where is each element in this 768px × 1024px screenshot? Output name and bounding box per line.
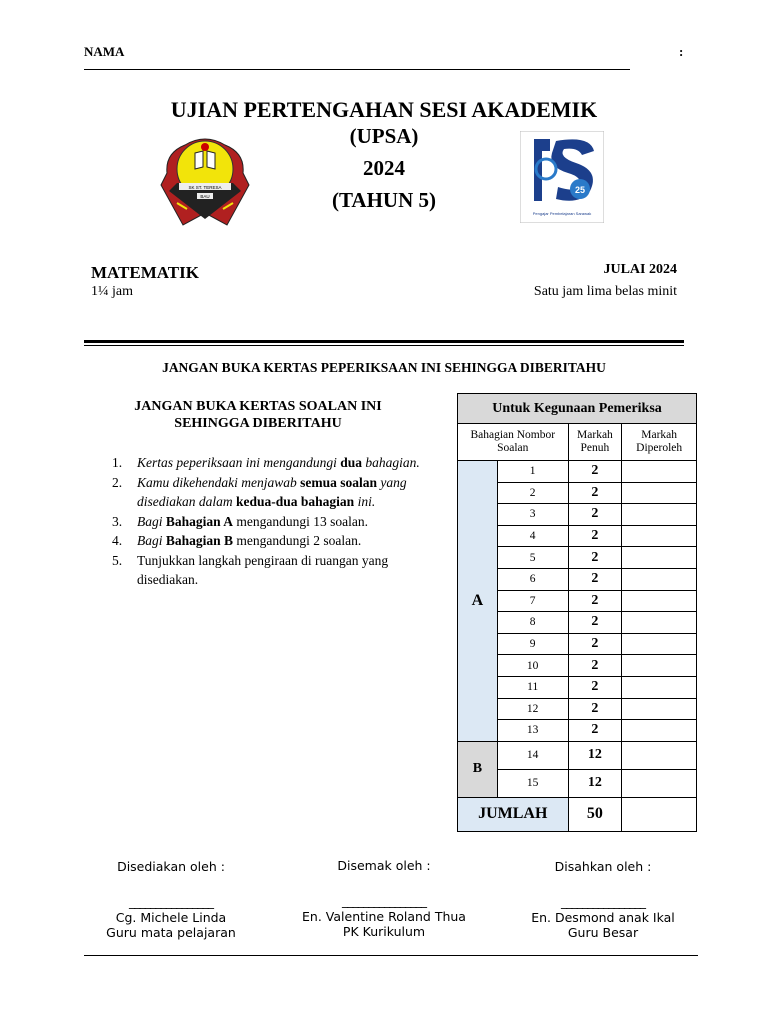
exam-title: UJIAN PERTENGAHAN SESI AKADEMIK [170,97,598,122]
obtained-marks-cell[interactable] [622,547,697,569]
instruction-text: mengandungi 2 soalan. [233,533,362,548]
instruction-text: mengandungi 13 soalan. [233,513,369,529]
instruction-bold: dua [340,455,363,470]
full-marks: 2 [568,461,622,483]
total-label: JUMLAH [458,797,569,831]
exam-month: JULAI 2024 [603,262,677,277]
question-number: 13 [497,720,568,742]
question-number: 11 [497,676,568,698]
obtained-marks-cell[interactable] [622,504,697,526]
signature-line[interactable]: ________________ [129,894,213,909]
signature-title: Guru Besar [567,925,639,940]
obtained-marks-cell[interactable] [622,461,697,483]
obtained-marks-cell[interactable] [622,769,697,797]
obtained-marks-cell[interactable] [622,568,697,590]
sarawak-education-logo [520,131,604,223]
instruction-number: 2. [112,474,123,490]
exam-grade: (TAHUN 5) [331,188,436,212]
obtained-marks-cell[interactable] [622,525,697,547]
instruction-item [112,453,422,473]
question-number: 10 [497,655,568,677]
instruction-item [112,531,422,551]
instruction-number: 3. [112,513,123,529]
crest-text-mid: BAU [200,194,210,199]
instruction-number: 4. [112,533,123,548]
full-marks: 2 [568,720,622,742]
instruction-bold: kedua-dua bahagian [236,494,355,509]
col-header-full-marks: Markah Penuh [568,424,622,461]
divider-thin [84,345,684,346]
instruction-text: Kamu dikehendaki menjawab [137,474,301,490]
signature-title: PK Kurikulum [342,924,426,939]
instruction-item [112,473,422,512]
instruction-text: yang disediakan dalam [137,474,407,509]
instruction-text: Bagi [137,533,166,548]
col-header-section: Bahagian Nombor Soalan [458,424,569,461]
question-number: 9 [497,633,568,655]
school-crest-logo [157,133,253,228]
signature-title: Guru mata pelajaran [106,925,236,940]
full-marks: 12 [568,769,622,797]
full-marks: 2 [568,676,622,698]
obtained-marks-cell[interactable] [622,655,697,677]
obtained-marks-cell[interactable] [622,698,697,720]
obtained-marks-cell[interactable] [622,720,697,742]
divider-thick [84,340,684,343]
logo-caption: Pengajar Pembelajaran Sarawak [532,211,592,216]
obtained-marks-cell[interactable] [622,676,697,698]
full-marks: 2 [568,698,622,720]
obtained-marks-cell[interactable] [622,633,697,655]
signature-line[interactable]: ________________ [561,894,645,909]
question-number: 4 [497,525,568,547]
full-marks: 12 [568,741,622,769]
total-obtained-cell[interactable] [622,797,697,831]
exam-abbrev: (UPSA) [349,124,419,148]
table-title: Untuk Kegunaan Pemeriksa [458,394,697,424]
exam-year: 2024 [363,156,405,180]
name-label: NAMA [84,44,125,59]
instruction-text: Bagi [137,513,166,529]
signature-name: Cg. Michele Linda [115,910,227,925]
obtained-marks-cell[interactable] [622,612,697,634]
instruction-bold: Bahagian B [165,533,234,548]
section-b-label: B [458,741,498,797]
warning-banner: JANGAN BUKA KERTAS PEPERIKSAAN INI SEHINGGA DIBERITAHU [162,360,606,375]
instruction-item [112,512,422,532]
question-number: 14 [497,741,568,769]
duration-words: Satu jam lima belas minit [533,284,677,299]
name-input-line[interactable] [84,69,630,70]
signature-line[interactable]: ________________ [342,893,426,908]
full-marks: 2 [568,568,622,590]
signature-role: Disemak oleh : [337,858,431,873]
question-number: 3 [497,504,568,526]
signature-prepared [61,859,281,940]
question-number: 8 [497,612,568,634]
signature-role: Disahkan oleh : [554,859,652,874]
table-row [458,461,697,483]
full-marks: 2 [568,504,622,526]
bottom-divider [84,955,698,956]
question-number: 6 [497,568,568,590]
instruction-text: ini. [354,494,376,509]
obtained-marks-cell[interactable] [622,590,697,612]
instructions-heading [108,398,408,432]
signature-reviewed [274,858,494,939]
full-marks: 2 [568,482,622,504]
question-number: 1 [497,461,568,483]
instructions-heading-line1: JANGAN BUKA KERTAS SOALAN INI [134,399,382,414]
instruction-text: Tunjukkan langkah pengiraan di ruangan yang disediakan. [137,552,389,587]
instructions-heading-line2: SEHINGGA DIBERITAHU [174,416,342,431]
instruction-text: Kertas peperiksaan ini mengandungi [137,455,341,470]
signature-role: Disediakan oleh : [117,859,225,874]
question-number: 12 [497,698,568,720]
table-row [458,741,697,769]
question-number: 5 [497,547,568,569]
subject-name: MATEMATIK [91,263,199,282]
question-number: 15 [497,769,568,797]
instruction-bold: Bahagian A [165,513,234,529]
duration: 1¼ jam [91,284,133,299]
full-marks: 2 [568,633,622,655]
full-marks: 2 [568,547,622,569]
examiner-mark-table [457,393,697,832]
section-a-label: A [458,461,498,742]
question-number: 7 [497,590,568,612]
instruction-item [112,551,422,590]
name-colon: : [679,44,684,59]
crest-text-top: SK ST. TERESA [188,185,222,190]
question-number: 2 [497,482,568,504]
full-marks: 2 [568,525,622,547]
signature-approved [493,859,713,940]
full-marks: 2 [568,655,622,677]
full-marks: 2 [568,612,622,634]
logo-number: 25 [574,185,586,195]
obtained-marks-cell[interactable] [622,482,697,504]
instruction-text: bahagian. [362,455,420,470]
instructions-list [112,453,422,590]
full-marks: 2 [568,590,622,612]
instruction-bold: semua soalan [300,474,377,490]
obtained-marks-cell[interactable] [622,741,697,769]
signature-name: En. Valentine Roland Thua [302,909,466,924]
instruction-number: 1. [112,455,123,470]
signature-name: En. Desmond anak Ikal [531,910,675,925]
col-header-obtained: Markah Diperoleh [622,424,697,461]
instruction-number: 5. [112,552,123,568]
total-value: 50 [568,797,622,831]
